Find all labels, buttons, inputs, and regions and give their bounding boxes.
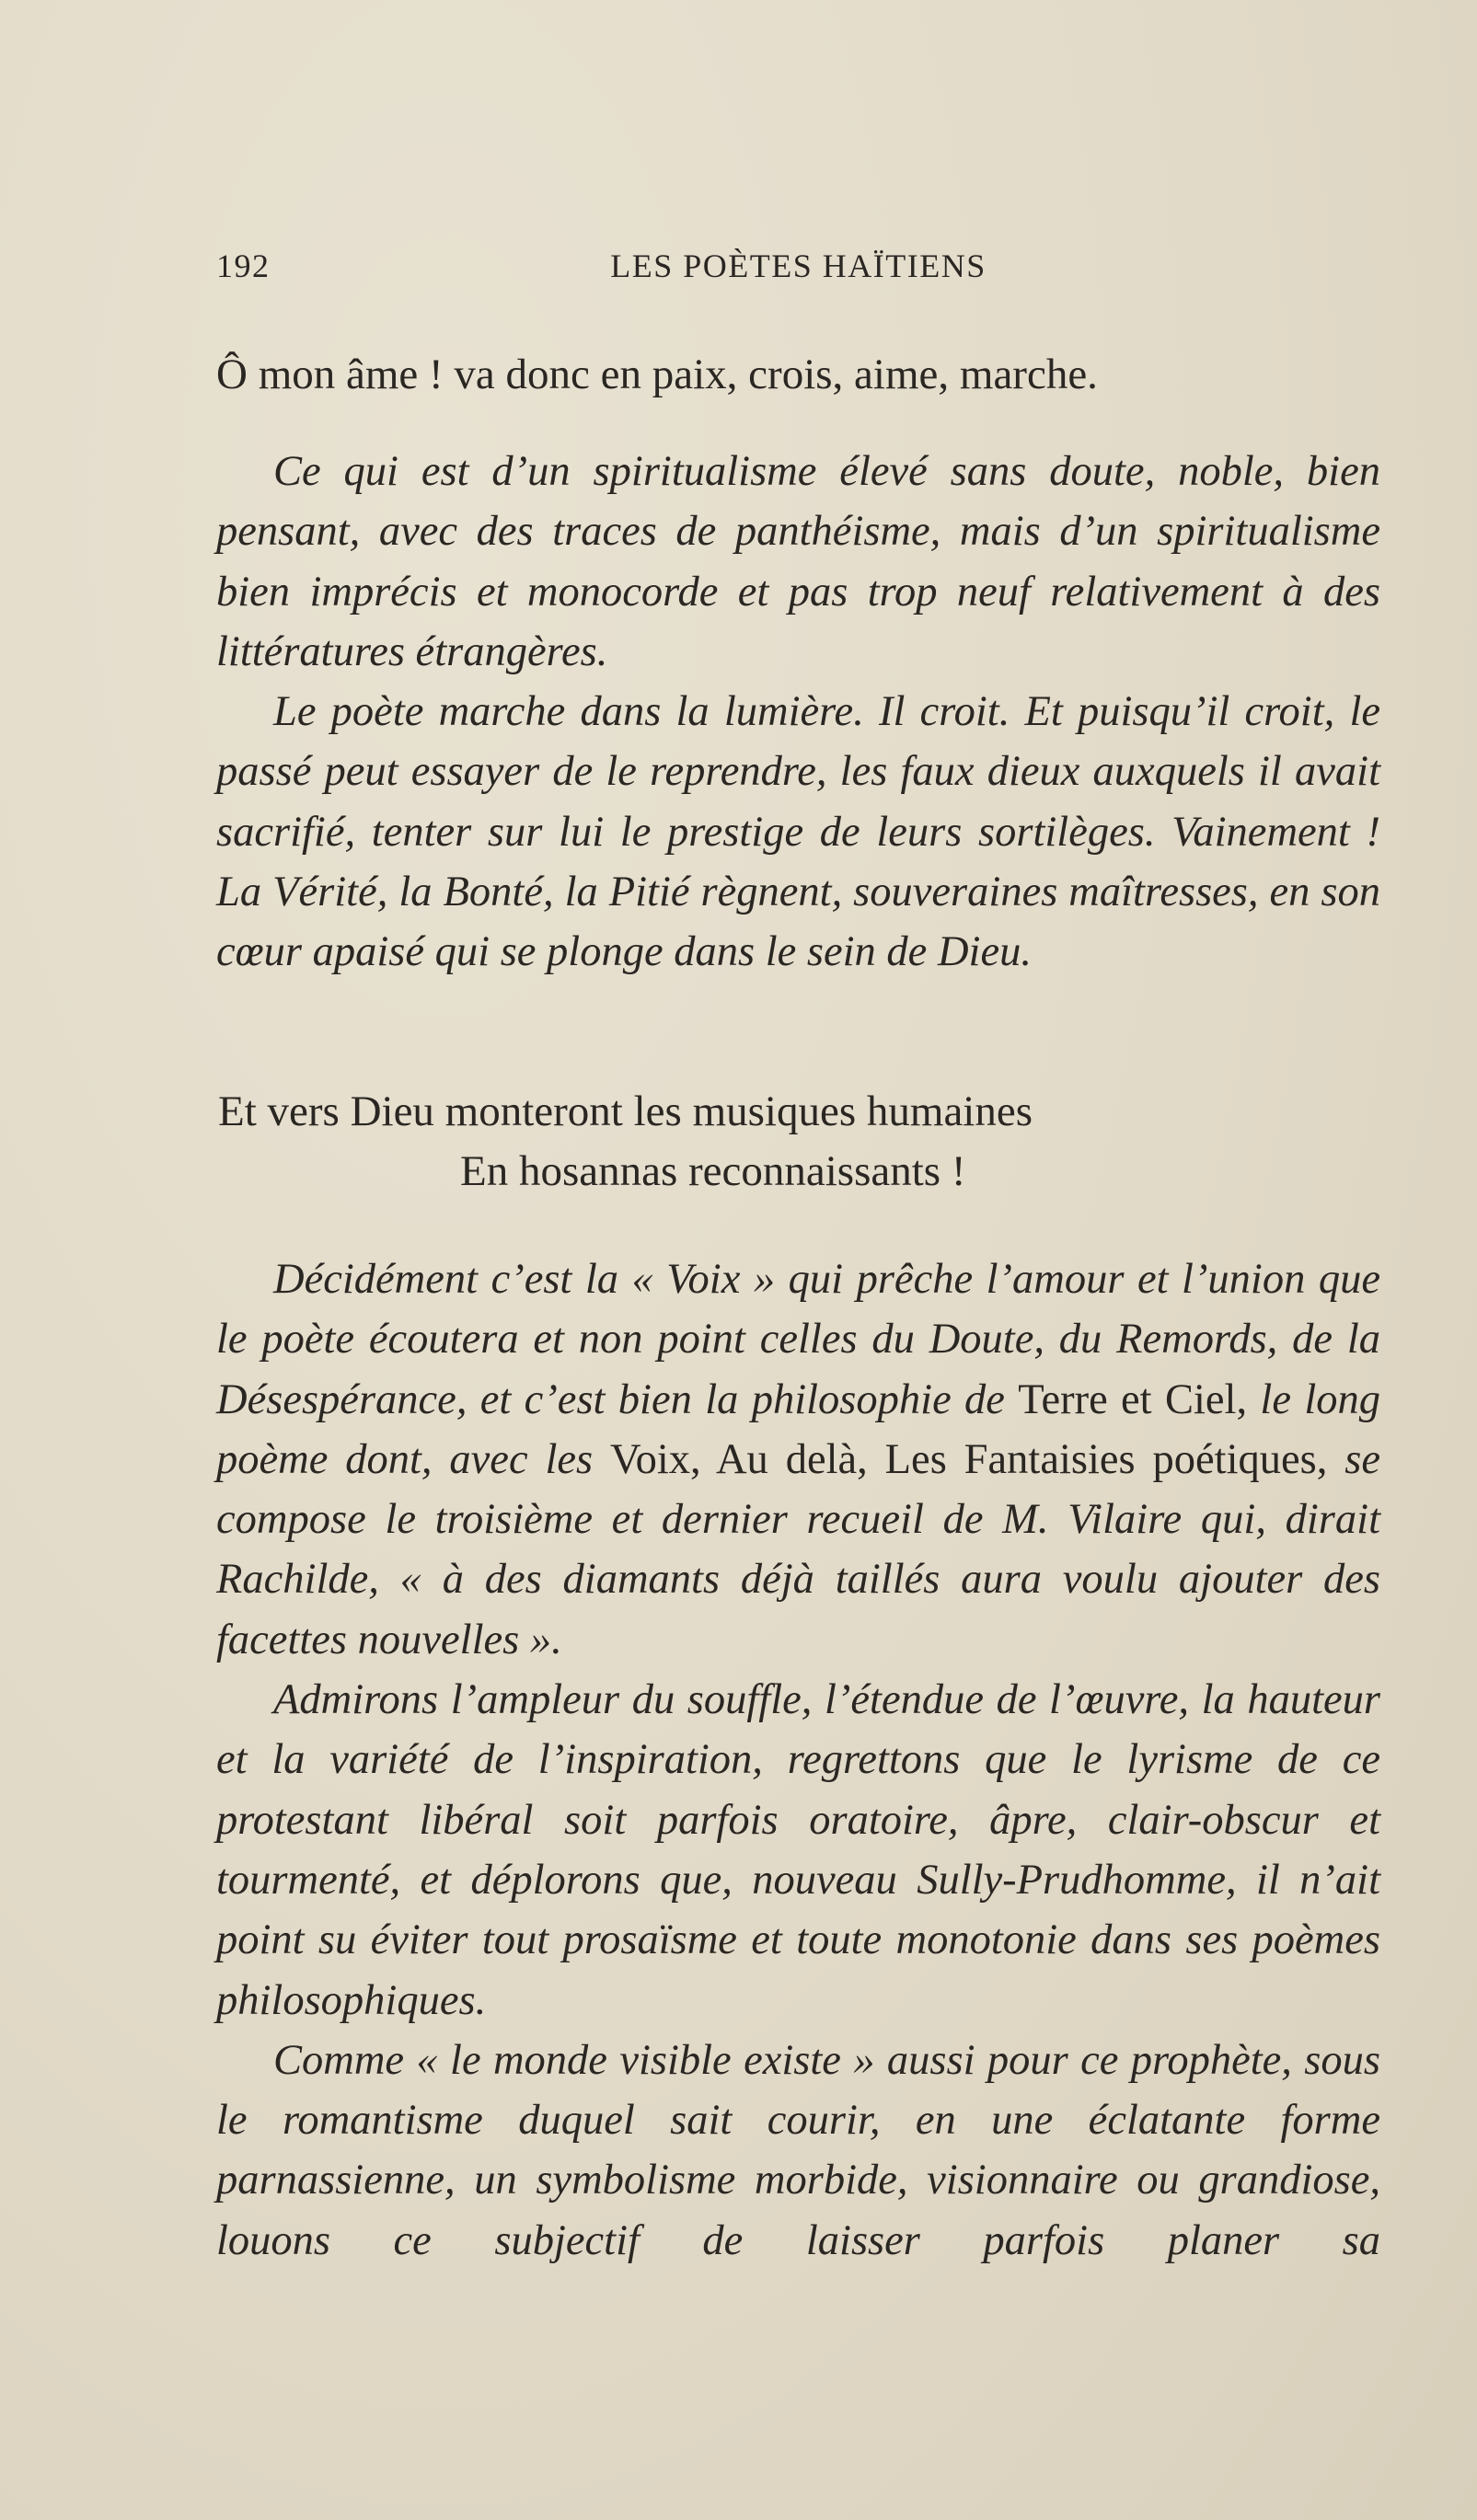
titles-voix-au-dela-fantaisies: Voix, Au delà, Les Fantaisies poétiques, [610,1435,1328,1483]
page-number: 192 [216,247,271,284]
paragraph-5: Comme « le monde visible existe » aussi pour ce prophète, sous le romantisme duquel sait courir, en une éclatante forme parnassienne, un symbolisme morbide, visionnaire ou grandiose, louons ce subjectif de laisser parfois planer sa [216,2036,1380,2264]
paragraph-3-part-3: se compose le troisième et dernier recueil de M. Vilaire qui, dirait Rachilde, « à des diamants déjà taillés aura voulu ajouter des facettes nouvelles ». [216,1435,1381,1663]
title-terre-et-ciel: Terre et Ciel, [1018,1375,1248,1423]
opening-verse: Ô mon âme ! va donc en paix, crois, aime, marche. [216,351,1098,398]
verse-block [216,1082,1380,1202]
paragraph-4: Admirons l’ampleur du souffle, l’étendue de l’œuvre, la hauteur et la variété de l’inspiration, regrettons que le lyrisme de ce protestant libéral soit parfois oratoire, âpre, clair-obscur et tourmenté, et déplorons que, nouveau Sully-Prudhomme, il n’ait point su éviter tout prosaïsme et toute monotonie dans ses poèmes philosophiques. [216,1676,1380,2024]
paragraph-3-part-1: Décidément c’est la « Voix » qui prêche l’amour et l’union que le poète écoutera et non point celles du Doute, du Remords, de la Désespérance, et c’est bien la philosophie de [216,1256,1380,1423]
verse-line-2: En hosannas reconnaissants ! [460,1147,966,1195]
commentary-block-2 [216,1249,1380,2271]
paragraph-1: Ce qui est d’un spiritualisme élevé sans doute, noble, bien pensant, avec des traces de panthéisme, mais d’un spiritualisme bien imprécis et monocorde et pas trop neuf relativement à des littératures étrangères. [216,448,1380,675]
paragraph-3-part-2: le long poème dont, avec les [216,1375,1380,1483]
paragraph-2: Le poète marche dans la lumière. Il croit. Et puisqu’il croit, le passé peut essayer de le reprendre, les faux dieux auxquels il avait sacrifié, tenter sur lui le prestige de leurs sortilèges. Vainement ! La Vérité, la Bonté, la Pitié règnent, souveraines maîtresses, en son cœur apaisé qui se plonge dans le sein de Dieu. [216,688,1380,976]
paragraph-3 [216,1249,1380,1670]
running-title: LES POÈTES HAÏTIENS [610,247,987,284]
commentary-block-1 [216,442,1380,983]
verse-line-1: Et vers Dieu monteront les musiques humaines [218,1087,1033,1135]
opening-verse-block [216,345,1380,405]
page-header [216,247,1380,293]
